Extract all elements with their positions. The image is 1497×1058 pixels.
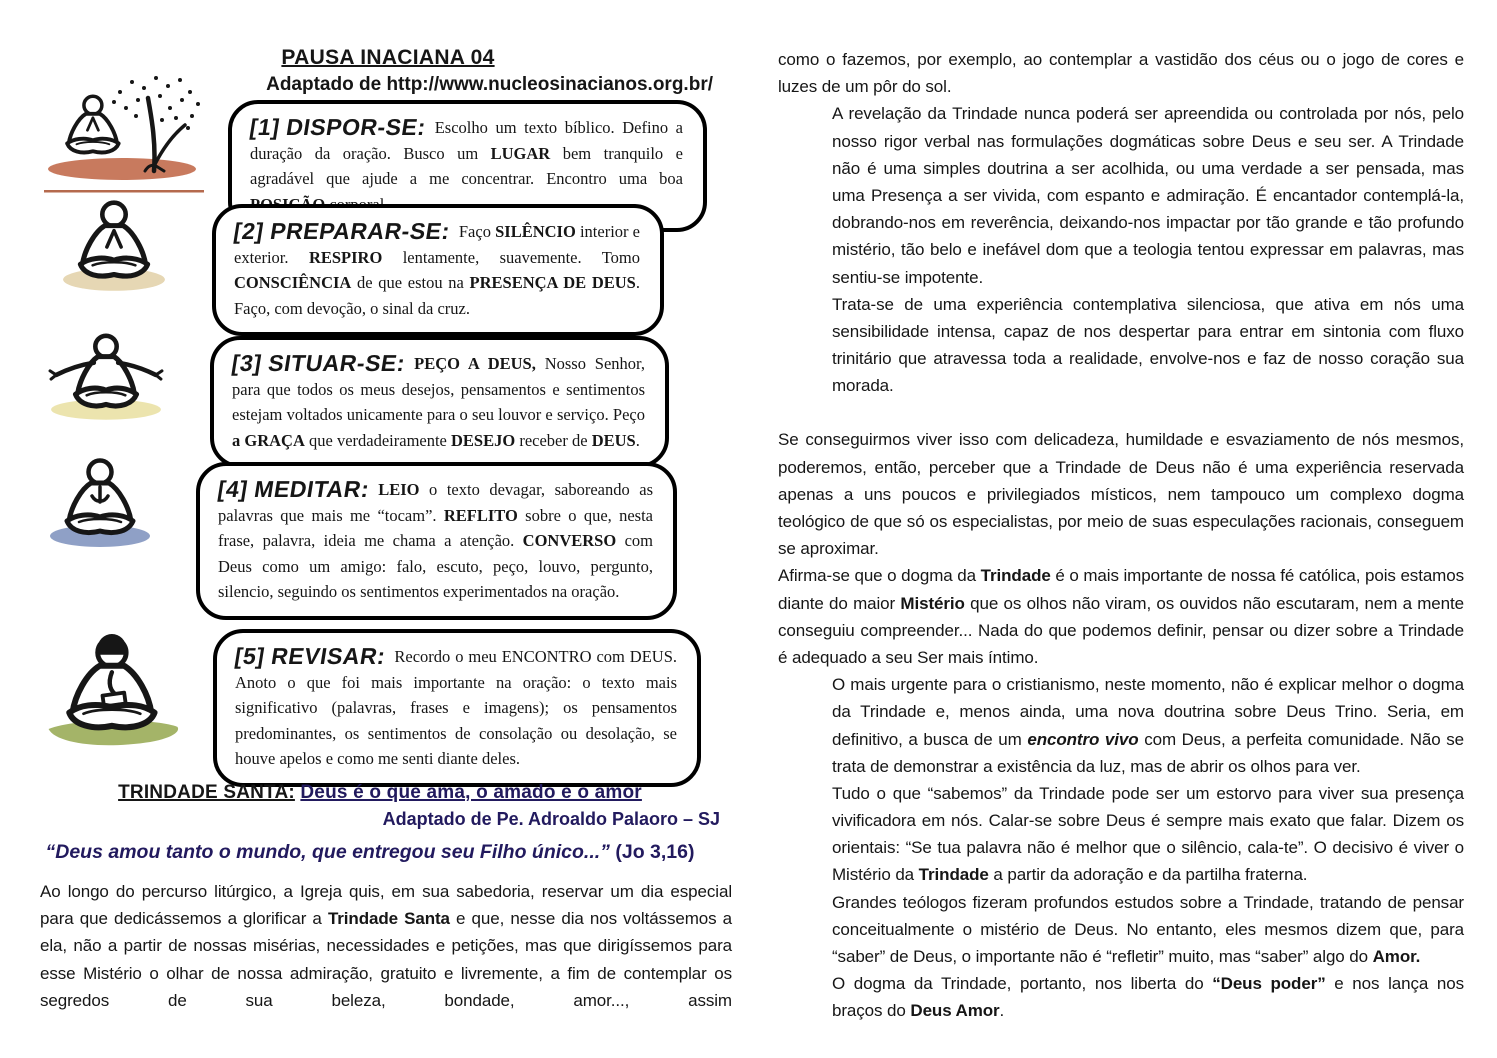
step-box-preparar-se — [212, 204, 664, 336]
left-paragraph: Ao longo do percurso litúrgico, a Igreja quis, em sua sabedoria, reservar um dia especial para que dedicássemos a glorificar a Trindade Santa e que, nesse dia nos voltássemos a ela, não a partir de nossas misérias, necessidades e petições, mas que dirigíssemos para esse Mistério o olhar de nossa admiração, gratuito e livremente, a fim de contemplar os segredos de sua beleza, bondade, amor..., assim — [40, 882, 733, 1010]
paragraph: Se conseguirmos viver isso com delicadeza, humildade e esvaziamento de nós mesmos, poderemos, então, perceber que a Trindade de Deus não é uma experiência reservada apenas a uns poucos e privilegiados místicos, nem tampouco um complexo dogma teológico de que só os especialistas, por meio de suas especulações racionais, conseguem se aproximar. — [778, 430, 1464, 559]
step-text: Faço SILÊNCIO interior e exterior. RESPIRO lentamente, suavemente. Tomo CONSCIÊNCIA de que estou na PRESENÇA DE DEUS. Faço, com devoção, o sinal da cruz. — [234, 222, 641, 318]
tree-foliage-dots — [112, 76, 200, 130]
meditator-open-arms-icon — [46, 332, 166, 424]
section-byline: Adaptado de Pe. Adroaldo Palaoro – SJ — [382, 809, 720, 829]
right-column — [778, 46, 1464, 1025]
quote-reference: (Jo 3,16) — [615, 841, 695, 863]
meditator-hands-joined-icon — [45, 456, 155, 551]
step-text: Escolho um texto bíblico. Defino a duração da oração. Busco um LUGAR bem tranquilo e agradável que ajude a me concentrar. Encontro uma boa — [250, 118, 683, 189]
step-heading: [2] PREPARAR-SE: — [232, 218, 453, 244]
meditator-under-tree-icon — [42, 70, 207, 195]
step-heading: [5] REVISAR: — [233, 643, 388, 669]
section-heading-main: TRINDADE SANTA: — [118, 782, 295, 803]
paragraph: O mais urgente para o cristianismo, neste momento, não é explicar melhor o dogma da Trindade e, menos ainda, uma nova doutrina sobre Deus Trino. Seria, em definitivo, a busca de um encontro vivo com Deus, a perfeita comunidade. Não se trata de demonstrar a existência da luz, mas de abrir os olhos para ver. — [832, 675, 1464, 776]
meditator-seated-icon — [58, 198, 170, 295]
scripture-quote — [40, 841, 700, 864]
step-text: PEÇO A DEUS, Nosso Senhor, para que todos os meus desejos, pensamentos e sentimentos estejam voltados unicamente para o seu louvor e serviço. Peço a GRAÇA que verdadeiramente DESEJO receber de DEUS. — [232, 354, 645, 450]
paragraph: A revelação da Trindade nunca poderá ser apreendida ou controlada por nós, pelo nosso rigor verbal nas formulações dogmáticas sobre Deus e seu ser. A Trindade não é uma simples doutrina a ser acolhida, ou uma verdade a ser pensada, mas uma Presença a ser vivida, com espanto e admiração. É encantador contemplá-la, dobrando-nos em reverência, deixando-nos impactar por tão grande e tão profundo mistério, tão belo e inefável dom que a teologia tentou expressar em palavras, mas sentiu-se impotente. — [832, 104, 1464, 287]
paragraph: Afirma-se que o dogma da Trindade é o mais importante de nossa fé católica, pois estamos diante do maior Mistério que os olhos não viram, os ouvidos não escutaram, nem a mente conseguiu compreender... Nada do que podemos definir, pensar ou dizer sobre a Trindade é adequado a seu Ser mais íntimo. — [778, 566, 1464, 667]
step-text: Recordo o meu ENCONTRO com DEUS. Anoto o que foi mais importante na oração: o texto mais significativo (palavras, frases e imagens); os pensamentos predominantes, os sentimentos de consolação ou desolação, se houve apelos e como me senti diante deles. — [235, 647, 677, 769]
paragraph: Trata-se de uma experiência contemplativa silenciosa, que ativa em nós uma sensibilidade intensa, capaz de nos despertar para entrar em sintonia com fluxo trinitário que atravessa toda a realidade, envolve-nos e faz de nosso coração sua morada. — [832, 294, 1464, 396]
step-heading: [1] DISPOR-SE: — [248, 114, 428, 140]
source-subtitle: Adaptado de http://www.nucleosinacianos.org.br/ — [266, 74, 713, 95]
quote-text: “Deus amou tanto o mundo, que entregou seu Filho único...” — [45, 841, 610, 863]
section-heading — [40, 782, 720, 804]
meditator-figure — [67, 96, 118, 152]
paragraph: Grandes teólogos fizeram profundos estudos sobre a Trindade, tratando de pensar conceitualmente o mistério de Deus. No entanto, eles mesmos dizem que, para “saber” de Deus, o importante não é “refletir” muito, mas “saber” algo do Amor. — [832, 892, 1464, 966]
paragraph: O dogma da Trindade, portanto, nos liberta do “Deus poder” e nos lança nos braços do Deus Amor. — [832, 974, 1464, 1021]
step-heading: [3] SITUAR-SE: — [230, 350, 408, 376]
page-title: PAUSA INACIANA 04 — [281, 46, 495, 69]
step-box-revisar — [213, 629, 701, 787]
step-box-meditar — [196, 462, 677, 620]
step-text: LEIO o texto devagar, saboreando as palavras que mais me “tocam”. REFLITO sobre o que, nesta frase, palavra, ideia me chama a atenção. CONVERSO com Deus como um amigo: falo, escuto, peço, louvo, pergunto, silencio, seguindo os sentimentos experimentados na oração. — [218, 480, 654, 602]
paragraph: como o fazemos, por exemplo, ao contemplar a vastidão dos céus ou o jogo de cores e luzes de um pôr do sol. — [778, 50, 1464, 97]
paragraph: Tudo o que “sabemos” da Trindade pode ser um estorvo para viver sua presença vivificadora em nós. Calar-se sobre Deus é sempre mais exato que falar. Dizem os orientais: “Se tua palavra não é melhor que o silêncio, cala-te”. O decisivo é viver o Mistério da Trindade a partir da adoração e da partilha fraterna. — [832, 783, 1464, 885]
step-box-situar-se — [210, 336, 669, 468]
meditator-writing-icon — [42, 632, 184, 754]
step-heading: [4] MEDITAR: — [216, 476, 372, 502]
section-heading-sub: Deus é o que ama, o amado e o amor — [300, 782, 642, 803]
